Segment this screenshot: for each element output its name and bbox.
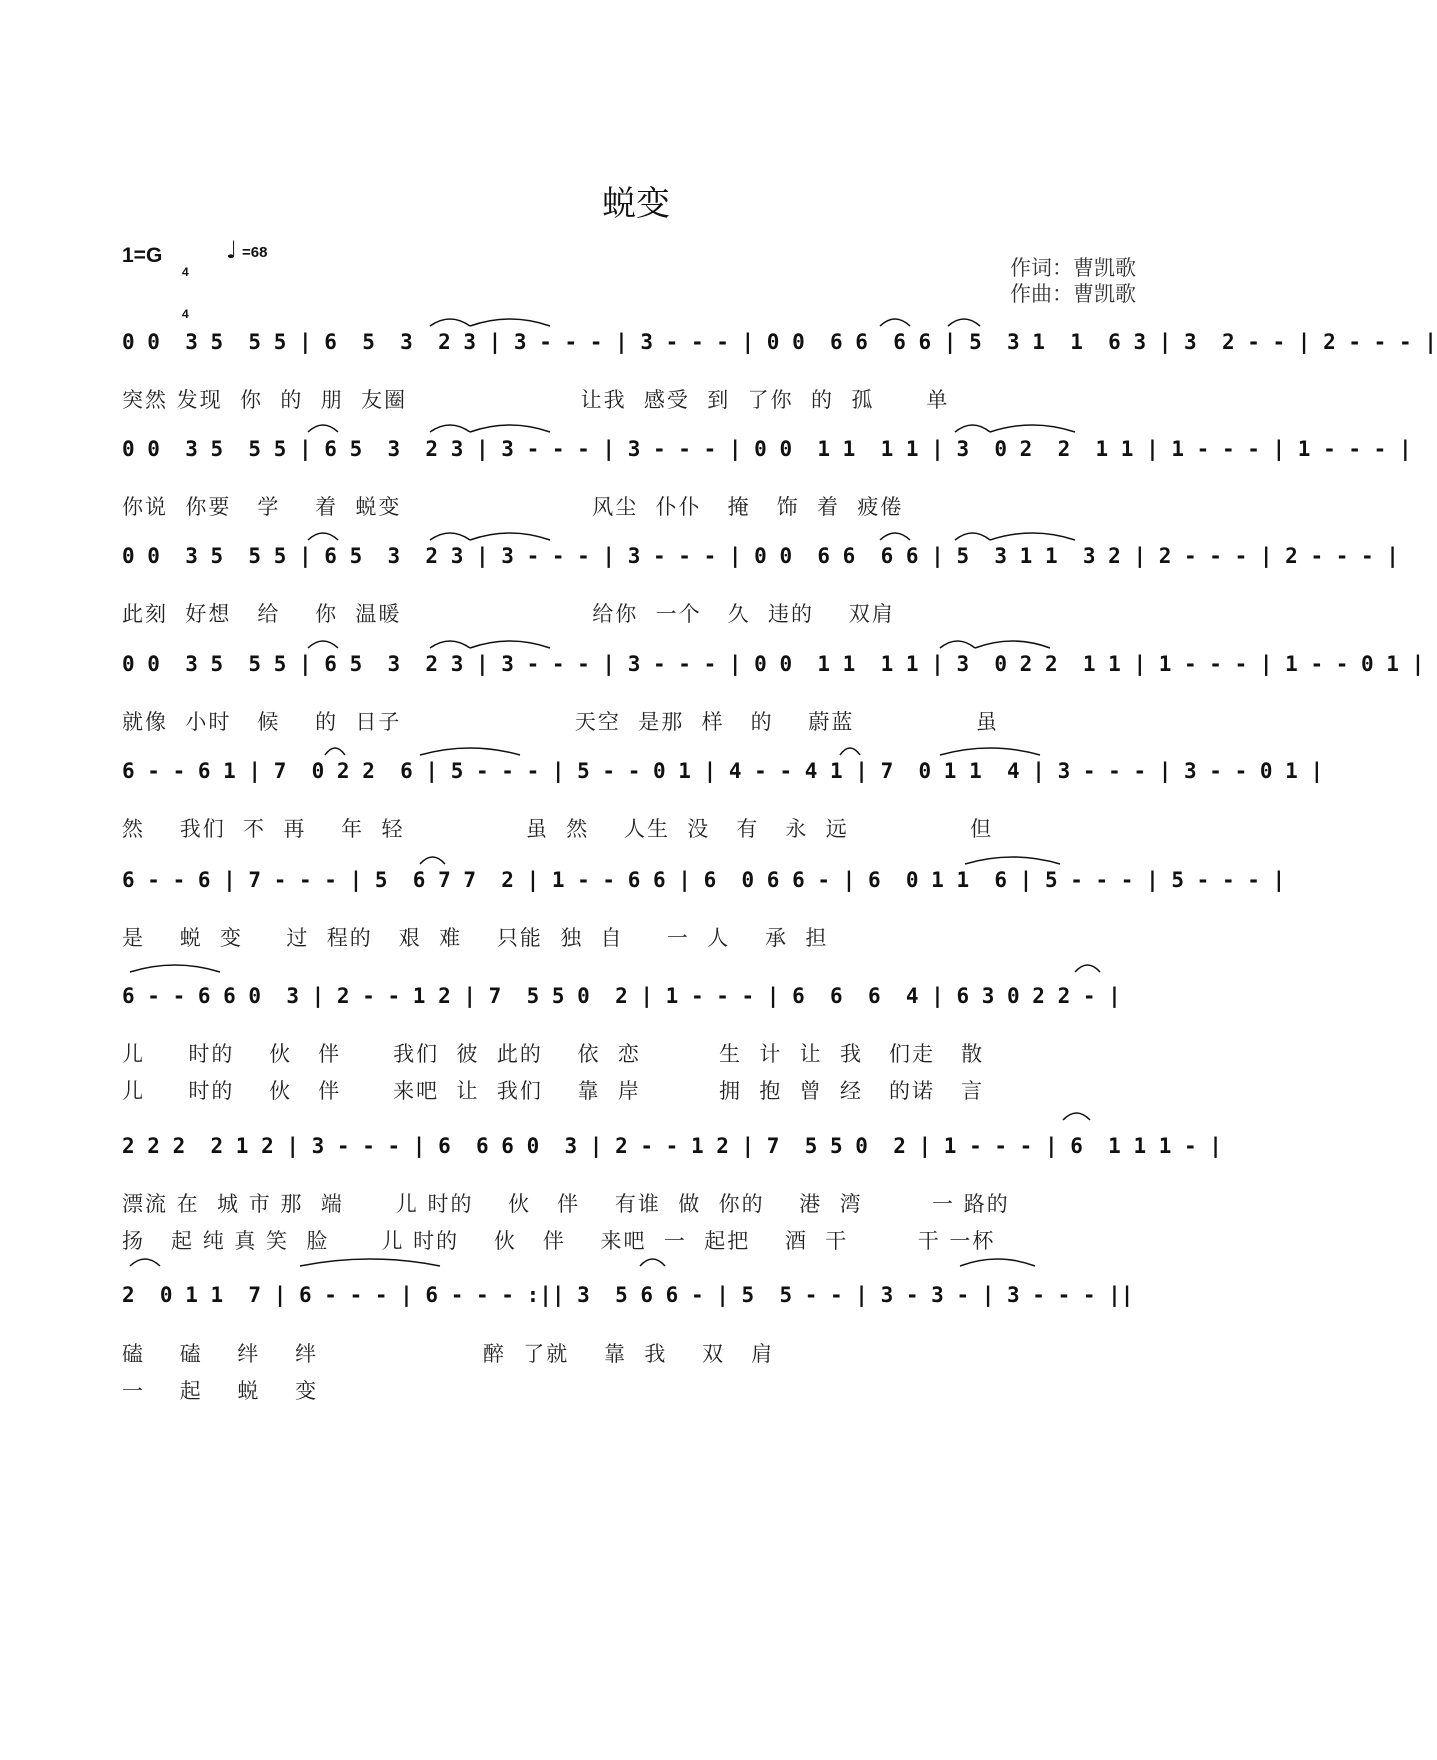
slur bbox=[420, 748, 520, 755]
tempo-value: =68 bbox=[242, 244, 268, 261]
slur bbox=[975, 641, 1050, 648]
quarter-note-icon: ♩ bbox=[226, 236, 238, 264]
lyric-line: 你说 你要 学 着 蜕变 风尘 仆仆 掩 饰 着 疲倦 bbox=[122, 495, 904, 519]
composer-credit: 作曲：曹凯歌 bbox=[1010, 282, 1136, 306]
slur bbox=[880, 533, 910, 540]
notation-system: 0 0 3 5 5 5 | 6 5 3 2 3 | 3 - - - | 3 - - - | 0 0 1 1 1 1 | 3 0 2 2 1 1 | 1 - - - | 1 - - 0 1 | bbox=[122, 652, 1425, 676]
time-signature-top: 4 bbox=[182, 265, 189, 279]
slur bbox=[308, 425, 338, 432]
slur bbox=[430, 425, 470, 432]
notation-system: 6 - - 6 | 7 - - - | 5 6 7 7 2 | 1 - - 6 6 | 6 0 6 6 - | 6 0 1 1 6 | 5 - - - | 5 - - - | bbox=[122, 868, 1286, 892]
slur bbox=[130, 1259, 160, 1266]
notation-system: 0 0 3 5 5 5 | 6 5 3 2 3 | 3 - - - | 3 - - - | 0 0 1 1 1 1 | 3 0 2 2 1 1 | 1 - - - | 1 - - - | bbox=[122, 437, 1412, 461]
slur bbox=[880, 319, 910, 326]
lyric-line: 是 蜕 变 过 程的 艰 难 只能 独 自 一 人 承 担 bbox=[122, 926, 829, 950]
slur bbox=[300, 1259, 440, 1266]
lyric-line: 儿 时的 伙 伴 我们 彼 此的 依 恋 生 计 让 我 们走 散 bbox=[122, 1042, 985, 1066]
slur bbox=[470, 641, 550, 648]
notation-system: 2 2 2 2 1 2 | 3 - - - | 6 6 6 0 3 | 2 - - 1 2 | 7 5 5 0 2 | 1 - - - | 6 1 1 1 - | bbox=[122, 1134, 1222, 1158]
notation-system: 2 0 1 1 7 | 6 - - - | 6 - - - :|| 3 5 6 6 - | 5 5 - - | 3 - 3 - | 3 - - - || bbox=[122, 1283, 1134, 1307]
lyric-line: 扬 起 纯 真 笑 脸 儿 时的 伙 伴 来吧 一 起把 酒 干 干 一杯 bbox=[122, 1229, 996, 1253]
slur bbox=[965, 857, 1060, 864]
slur bbox=[325, 748, 345, 755]
time-signature-bottom: 4 bbox=[182, 307, 189, 321]
slur bbox=[430, 533, 470, 540]
lyricist-credit: 作词：曹凯歌 bbox=[1010, 256, 1136, 280]
slur bbox=[470, 425, 550, 432]
lyric-line: 一 起 蜕 变 bbox=[122, 1379, 319, 1403]
slur bbox=[840, 748, 860, 755]
slur bbox=[955, 533, 990, 540]
slur bbox=[1063, 1113, 1090, 1120]
slur bbox=[420, 857, 445, 864]
slur bbox=[470, 319, 550, 326]
slur bbox=[430, 319, 470, 326]
slur bbox=[430, 641, 470, 648]
lyric-line: 就像 小时 候 的 日子 天空 是那 样 的 蔚蓝 虽 bbox=[122, 710, 999, 734]
slur bbox=[308, 533, 338, 540]
song-title: 蜕变 bbox=[602, 184, 670, 224]
slur bbox=[470, 533, 550, 540]
lyric-line: 然 我们 不 再 年 轻 虽 然 人生 没 有 永 远 但 bbox=[122, 817, 994, 841]
slur bbox=[130, 965, 220, 972]
slur bbox=[955, 425, 990, 432]
slur bbox=[948, 319, 980, 326]
time-signature bbox=[182, 237, 189, 335]
key-signature: 1=G bbox=[122, 244, 163, 267]
lyric-line: 此刻 好想 给 你 温暖 给你 一个 久 违的 双肩 bbox=[122, 602, 895, 626]
slur bbox=[990, 425, 1075, 432]
lyric-line: 漂流 在 城 市 那 端 儿 时的 伙 伴 有谁 做 你的 港 湾 一 路的 bbox=[122, 1192, 1010, 1216]
lyric-line: 儿 时的 伙 伴 来吧 让 我们 靠 岸 拥 抱 曾 经 的诺 言 bbox=[122, 1079, 985, 1103]
slur bbox=[990, 533, 1075, 540]
notation-system: 0 0 3 5 5 5 | 6 5 3 2 3 | 3 - - - | 3 - - - | 0 0 6 6 6 6 | 5 3 1 1 6 3 | 3 2 - - | 2 - - - | bbox=[122, 330, 1437, 354]
slur bbox=[1075, 965, 1100, 972]
notation-system: 6 - - 6 1 | 7 0 2 2 6 | 5 - - - | 5 - - 0 1 | 4 - - 4 1 | 7 0 1 1 4 | 3 - - - | 3 - - 0 1 | bbox=[122, 759, 1324, 783]
slur bbox=[308, 641, 338, 648]
notation-system: 0 0 3 5 5 5 | 6 5 3 2 3 | 3 - - - | 3 - - - | 0 0 6 6 6 6 | 5 3 1 1 3 2 | 2 - - - | 2 - - - | bbox=[122, 544, 1399, 568]
slur bbox=[940, 748, 1040, 755]
notation-system: 6 - - 6 6 0 3 | 2 - - 1 2 | 7 5 5 0 2 | 1 - - - | 6 6 6 4 | 6 3 0 2 2 - | bbox=[122, 984, 1121, 1008]
slur bbox=[960, 1259, 1035, 1266]
lyric-line: 突然 发现 你 的 朋 友圈 让我 感受 到 了你 的 孤 单 bbox=[122, 388, 950, 412]
tempo-marking bbox=[242, 244, 267, 261]
slur bbox=[940, 641, 975, 648]
slur bbox=[640, 1259, 665, 1266]
lyric-line: 磕 磕 绊 绊 醉 了就 靠 我 双 肩 bbox=[122, 1342, 775, 1366]
